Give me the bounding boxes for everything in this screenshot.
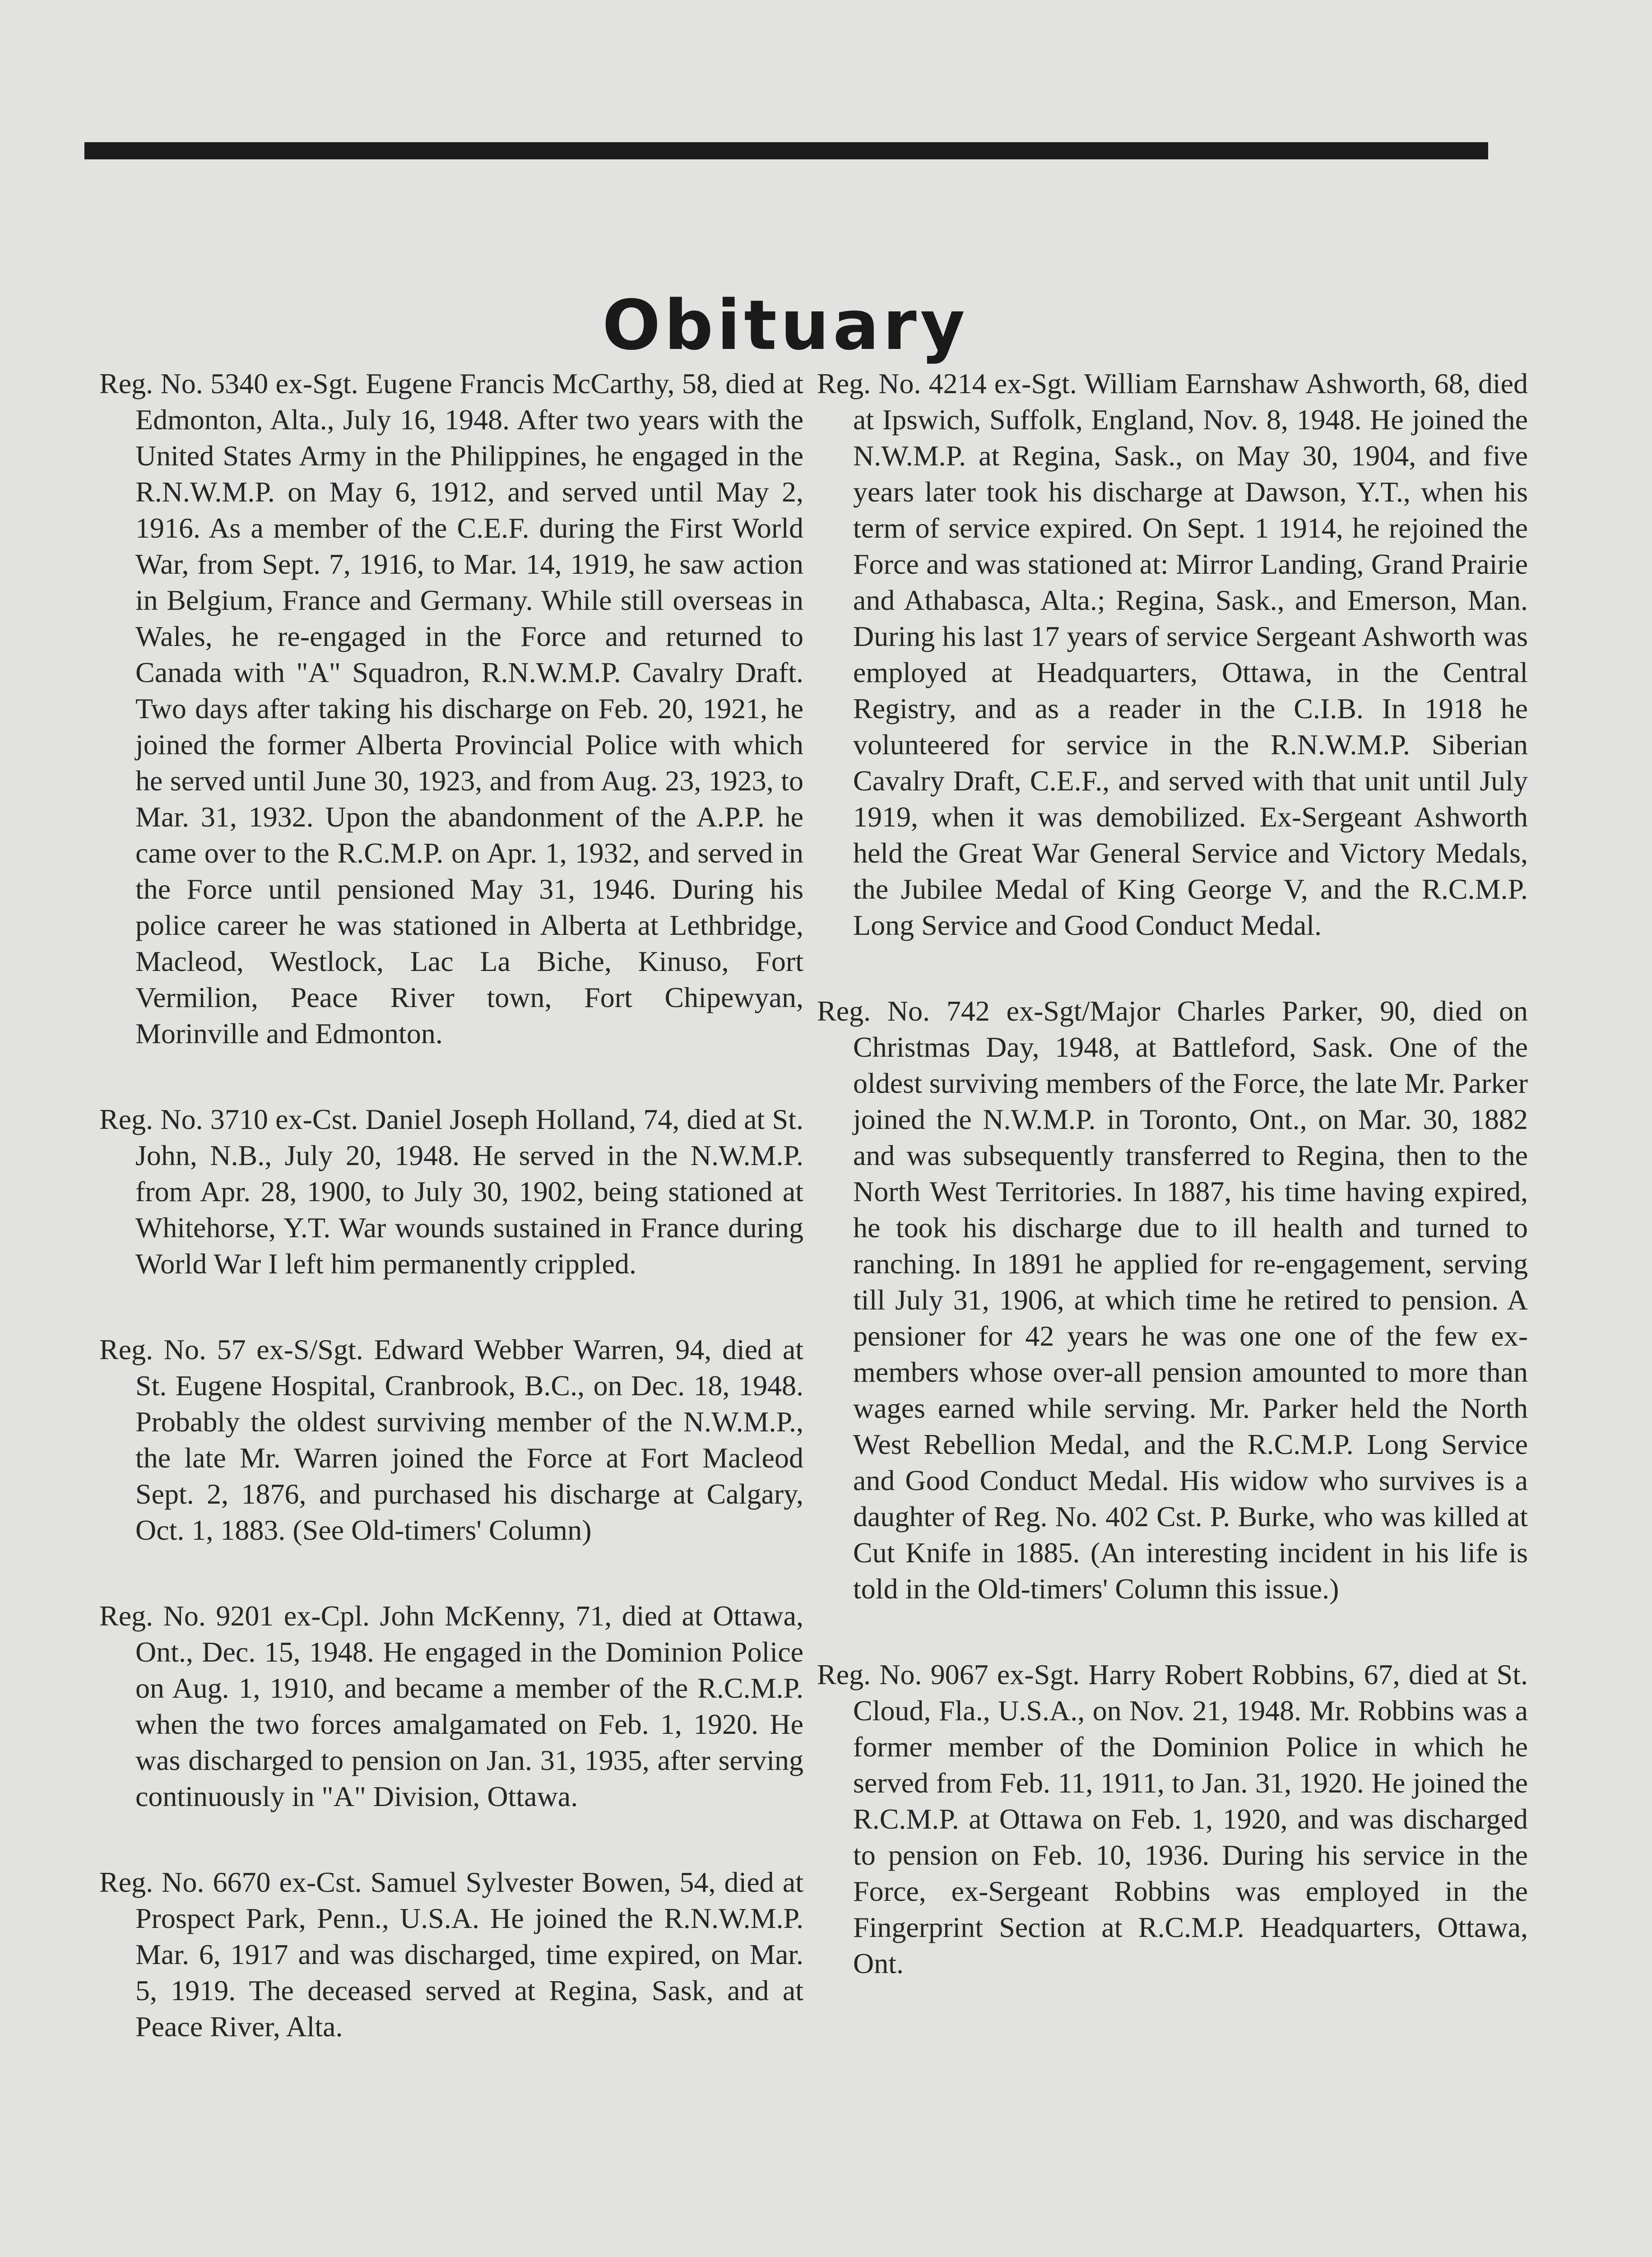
obituary-entry-mccarthy: Reg. No. 5340 ex-Sgt. Eugene Francis McCarthy, 58, died at Edmonton, Alta., July 16, 1948. After two years with the United States Army in the Philippines, he engaged in the R.N.W.M.P. on May 6, 1912, and served until May 2, 1916. As a member of the C.E.F. during the First World War, from Sept. 7, 1916, to Mar. 14, 1919, he saw action in Belgium, France and Germany. While still overseas in Wales, he re-engaged in the Force and returned to Canada with "A" Squadron, R.N.W.M.P. Cavalry Draft. Two days after taking his discharge on Feb. 20, 1921, he joined the former Alberta Provincial Police with which he served until June 30, 1923, and from Aug. 23, 1923, to Mar. 31, 1932. Upon the abandonment of the A.P.P. he came over to the R.C.M.P. on Apr. 1, 1932, and served in the Force until pensioned May 31, 1946. During his police career he was stationed in Alberta at Lethbridge, Macleod, Westlock, Lac La Biche, Kinuso, Fort Vermilion, Peace River town, Fort Chipewyan, Morinville and Edmonton. <box>99 367 803 1050</box>
right-column <box>817 366 1528 2031</box>
obituary-entry-ashworth: Reg. No. 4214 ex-Sgt. William Earnshaw Ashworth, 68, died at Ipswich, Suffolk, England, Nov. 8, 1948. He joined the N.W.M.P. at Regina, Sask., on May 30, 1904, and five years later took his discharge at Dawson, Y.T., when his term of service expired. On Sept. 1 1914, he rejoined the Force and was stationed at: Mirror Landing, Grand Prairie and Athabasca, Alta.; Regina, Sask., and Emerson, Man. During his last 17 years of service Sergeant Ashworth was employed at Headquarters, Ottawa, in the Central Registry, and as a reader in the C.I.B. In 1918 he volunteered for service in the R.N.W.M.P. Siberian Cavalry Draft, C.E.F., and served with that unit until July 1919, when it was demobilized. Ex-Sergeant Ashworth held the Great War General Service and Victory Medals, the Jubilee Medal of King George V, and the R.C.M.P. Long Service and Good Conduct Medal. <box>817 367 1528 941</box>
left-column <box>99 366 803 2094</box>
top-rule <box>84 142 1488 159</box>
obituary-entry-parker: Reg. No. 742 ex-Sgt/Major Charles Parker, 90, died on Christmas Day, 1948, at Battleford, Sask. One of the oldest surviving members of the Force, the late Mr. Parker joined the N.W.M.P. in Toronto, Ont., on Mar. 30, 1882 and was subsequently transferred to Regina, then to the North West Territories. In 1887, his time having expired, he took his discharge due to ill health and turned to ranching. In 1891 he applied for re-engagement, serving till July 31, 1906, at which time he retired to pension. A pensioner for 42 years he was one one of the few ex-members whose over-all pension amounted to more than wages earned while serving. Mr. Parker held the North West Rebellion Medal, and the R.C.M.P. Long Service and Good Conduct Medal. His widow who survives is a daughter of Reg. No. 402 Cst. P. Burke, who was killed at Cut Knife in 1885. (An interesting incident in his life is told in the Old-timers' Column this issue.) <box>817 995 1528 1605</box>
obituary-entry-bowen: Reg. No. 6670 ex-Cst. Samuel Sylvester Bowen, 54, died at Prospect Park, Penn., U.S.A. He joined the R.N.W.M.P. Mar. 6, 1917 and was discharged, time expired, on Mar. 5, 1919. The deceased served at Regina, Sask, and at Peace River, Alta. <box>99 1866 803 2043</box>
obituary-entry-mckenny: Reg. No. 9201 ex-Cpl. John McKenny, 71, died at Ottawa, Ont., Dec. 15, 1948. He engaged in the Dominion Police on Aug. 1, 1910, and became a member of the R.C.M.P. when the two forces amalgamated on Feb. 1, 1920. He was discharged to pension on Jan. 31, 1935, after serving continuously in "A" Division, Ottawa. <box>99 1600 803 1812</box>
obituary-entry-warren: Reg. No. 57 ex-S/Sgt. Edward Webber Warren, 94, died at St. Eugene Hospital, Cranbrook, B.C., on Dec. 18, 1948. Probably the oldest surviving member of the N.W.M.P., the late Mr. Warren joined the Force at Fort Macleod Sept. 2, 1876, and purchased his discharge at Calgary, Oct. 1, 1883. (See Old-timers' Column) <box>99 1333 803 1546</box>
obituary-entry-holland: Reg. No. 3710 ex-Cst. Daniel Joseph Holland, 74, died at St. John, N.B., July 20, 1948. He served in the N.W.M.P. from Apr. 28, 1900, to July 30, 1902, being stationed at Whitehorse, Y.T. War wounds sustained in France during World War I left him permanently crippled. <box>99 1103 803 1280</box>
obituary-entry-robbins: Reg. No. 9067 ex-Sgt. Harry Robert Robbins, 67, died at St. Cloud, Fla., U.S.A., on Nov. 21, 1948. Mr. Robbins was a former member of the Dominion Police in which he served from Feb. 11, 1911, to Jan. 31, 1920. He joined the R.C.M.P. at Ottawa on Feb. 1, 1920, and was discharged to pension on Feb. 10, 1936. During his service in the Force, ex-Sergeant Robbins was employed in the Fingerprint Section at R.C.M.P. Headquarters, Ottawa, Ont. <box>817 1658 1528 1979</box>
page-title: Obituary <box>602 285 969 365</box>
